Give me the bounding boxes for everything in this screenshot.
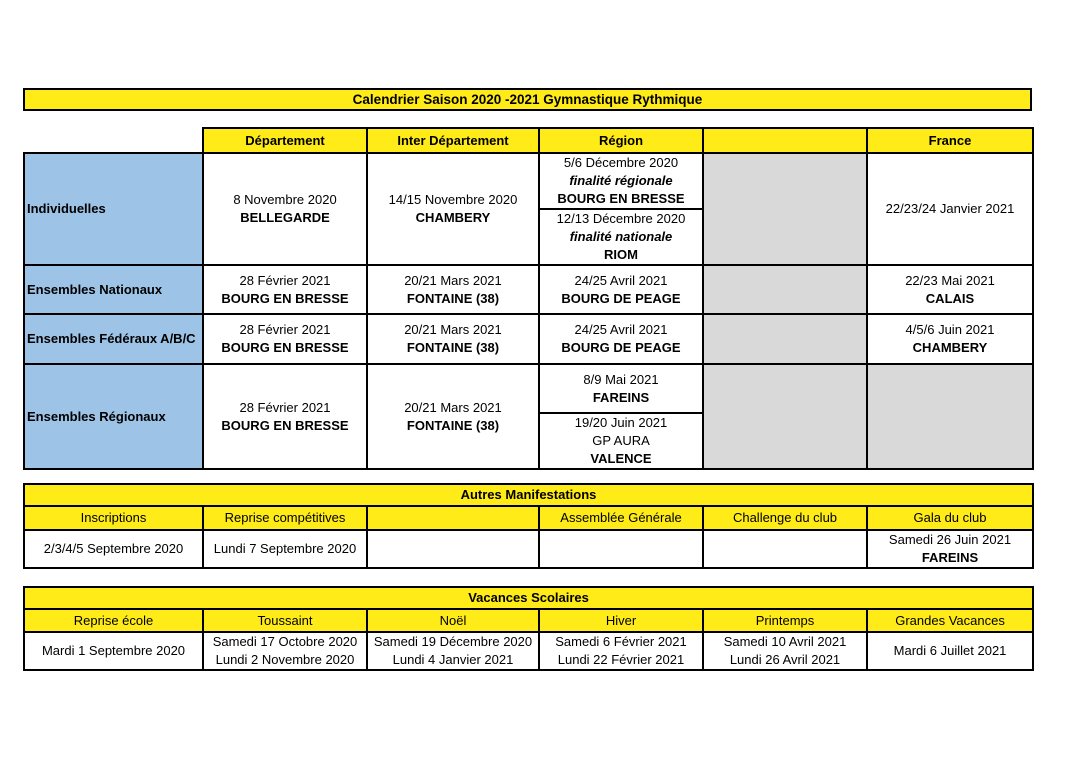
- row-ensembles-nationaux: [24, 265, 1033, 314]
- header-toussaint: Toussaint: [203, 609, 367, 632]
- place-text: BELLEGARDE: [240, 210, 330, 225]
- cell-nationaux-empty: [703, 265, 867, 314]
- place-text: FONTAINE (38): [406, 290, 500, 306]
- cell-nationaux-region: [539, 265, 703, 314]
- place-text: BOURG EN BRESSE: [221, 417, 349, 433]
- autres-data-row: [24, 530, 1033, 568]
- event-text: GP AURA: [592, 433, 650, 448]
- region-subcell-valence: [540, 413, 702, 468]
- place-text: CHAMBERY: [415, 210, 491, 225]
- place-text: FAREINS: [921, 550, 979, 565]
- autres-title-row: [24, 484, 1033, 506]
- end-date-text: Lundi 22 Février 2021: [557, 652, 685, 667]
- cell-gala-du-club: [867, 530, 1033, 568]
- cell-inscriptions: [24, 530, 203, 568]
- start-date-text: Samedi 17 Octobre 2020: [212, 634, 358, 649]
- vacances-title: Vacances Scolaires: [24, 587, 1033, 609]
- cell-empty-1: [367, 530, 539, 568]
- autres-header-row: [24, 506, 1033, 530]
- date-text: 8/9 Mai 2021: [583, 371, 659, 387]
- cell-nationaux-inter: [367, 265, 539, 314]
- date-text: 14/15 Novembre 2020: [388, 192, 518, 207]
- cell-regionaux-departement: [203, 364, 367, 469]
- note-text: finalité régionale: [569, 173, 673, 188]
- place-text: RIOM: [604, 247, 638, 262]
- date-text: Samedi 26 Juin 2021: [888, 532, 1012, 547]
- cell-federaux-departement: [203, 314, 367, 364]
- header-reprise-competitives: Reprise compétitives: [203, 506, 367, 530]
- header-gala-du-club: Gala du club: [867, 506, 1033, 530]
- place-text: CHAMBERY: [912, 340, 988, 355]
- date-text: 22/23/24 Janvier 2021: [885, 201, 1015, 216]
- date-text: 19/20 Juin 2021: [574, 415, 668, 430]
- place-text: BOURG DE PEAGE: [561, 290, 681, 306]
- start-date-text: Samedi 10 Avril 2021: [723, 634, 847, 649]
- note-text: finalité nationale: [569, 229, 673, 244]
- place-text: BOURG EN BRESSE: [221, 340, 349, 355]
- header-france: France: [867, 128, 1033, 153]
- place-text: FONTAINE (38): [406, 340, 500, 355]
- cell-regionaux-inter: [367, 364, 539, 469]
- date-text: 28 Février 2021: [239, 322, 331, 337]
- region-subcell-fareins: [540, 365, 702, 413]
- cell-hiver: [539, 632, 703, 670]
- row-ensembles-regionaux: [24, 364, 1033, 469]
- competition-calendar-table: [23, 127, 1034, 470]
- cell-assemblee-generale: [539, 530, 703, 568]
- vacances-scolaires-table: [23, 586, 1034, 671]
- place-text: FAREINS: [592, 389, 650, 405]
- cell-individuelles-departement: [203, 153, 367, 265]
- cell-federaux-inter: [367, 314, 539, 364]
- cell-nationaux-france: [867, 265, 1033, 314]
- header-noel: Noël: [367, 609, 539, 632]
- cell-regionaux-france: [867, 364, 1033, 469]
- end-date-text: Lundi 26 Avril 2021: [729, 652, 841, 667]
- header-region: Région: [539, 128, 703, 153]
- date-text: 28 Février 2021: [239, 399, 331, 415]
- header-challenge-du-club: Challenge du club: [703, 506, 867, 530]
- date-text: 4/5/6 Juin 2021: [905, 322, 995, 337]
- cell-challenge-du-club: [703, 530, 867, 568]
- place-text: BOURG DE PEAGE: [561, 340, 681, 355]
- place-text: BOURG EN BRESSE: [557, 191, 685, 206]
- row-label-individuelles: Individuelles: [24, 153, 203, 265]
- start-date-text: Samedi 6 Février 2021: [555, 634, 687, 649]
- region-subcell-nationale: [540, 209, 702, 264]
- header-empty-corner: [24, 128, 203, 153]
- row-label-ensembles-federaux: Ensembles Fédéraux A/B/C: [24, 314, 203, 364]
- cell-federaux-empty: [703, 314, 867, 364]
- date-text: 22/23 Mai 2021: [905, 272, 995, 288]
- header-assemblee-generale: Assemblée Générale: [539, 506, 703, 530]
- cell-noel: [367, 632, 539, 670]
- header-departement: Département: [203, 128, 367, 153]
- cell-individuelles-empty: [703, 153, 867, 265]
- cell-federaux-france: [867, 314, 1033, 364]
- competition-header-row: [24, 128, 1033, 153]
- row-individuelles: [24, 153, 1033, 265]
- date-text: 20/21 Mars 2021: [404, 272, 502, 288]
- cell-printemps: [703, 632, 867, 670]
- date-text: 5/6 Décembre 2020: [563, 155, 679, 170]
- row-label-ensembles-nationaux: Ensembles Nationaux: [24, 265, 203, 314]
- row-label-ensembles-regionaux: Ensembles Régionaux: [24, 364, 203, 469]
- cell-individuelles-france: [867, 153, 1033, 265]
- cell-toussaint: [203, 632, 367, 670]
- date-text: Mardi 6 Juillet 2021: [893, 643, 1007, 658]
- header-grandes-vacances: Grandes Vacances: [867, 609, 1033, 632]
- date-text: 12/13 Décembre 2020: [556, 211, 686, 226]
- autres-manifestations-table: [23, 483, 1034, 569]
- date-text: 2/3/4/5 Septembre 2020: [43, 541, 184, 556]
- cell-reprise-competitives: [203, 530, 367, 568]
- end-date-text: Lundi 2 Novembre 2020: [215, 652, 355, 667]
- vacances-title-row: [24, 587, 1033, 609]
- place-text: VALENCE: [590, 451, 652, 466]
- date-text: 20/21 Mars 2021: [404, 322, 502, 337]
- date-text: 28 Février 2021: [239, 272, 331, 288]
- header-empty: [367, 506, 539, 530]
- cell-individuelles-inter: [367, 153, 539, 265]
- page-title: Calendrier Saison 2020 -2021 Gymnastique Rythmique: [23, 88, 1032, 111]
- date-text: Lundi 7 Septembre 2020: [213, 541, 357, 556]
- place-text: BOURG EN BRESSE: [221, 290, 349, 306]
- date-text: 24/25 Avril 2021: [574, 322, 668, 337]
- autres-title: Autres Manifestations: [24, 484, 1033, 506]
- header-empty: [703, 128, 867, 153]
- date-text: 24/25 Avril 2021: [574, 272, 668, 288]
- region-subcells: [540, 154, 702, 264]
- region-subcells: [540, 365, 702, 468]
- vacances-header-row: [24, 609, 1033, 632]
- header-inscriptions: Inscriptions: [24, 506, 203, 530]
- cell-regionaux-empty: [703, 364, 867, 469]
- header-printemps: Printemps: [703, 609, 867, 632]
- cell-individuelles-region: [539, 153, 703, 265]
- date-text: 8 Novembre 2020: [233, 192, 337, 207]
- place-text: CALAIS: [925, 290, 975, 306]
- start-date-text: Samedi 19 Décembre 2020: [373, 634, 533, 649]
- date-text: 20/21 Mars 2021: [404, 399, 502, 415]
- cell-reprise-ecole: [24, 632, 203, 670]
- region-subcell-regionale: [540, 154, 702, 209]
- vacances-data-row: [24, 632, 1033, 670]
- header-inter-departement: Inter Département: [367, 128, 539, 153]
- header-hiver: Hiver: [539, 609, 703, 632]
- cell-nationaux-departement: [203, 265, 367, 314]
- header-reprise-ecole: Reprise école: [24, 609, 203, 632]
- cell-grandes-vacances: [867, 632, 1033, 670]
- place-text: FONTAINE (38): [406, 417, 500, 433]
- cell-federaux-region: [539, 314, 703, 364]
- row-ensembles-federaux: [24, 314, 1033, 364]
- cell-regionaux-region: [539, 364, 703, 469]
- date-text: Mardi 1 Septembre 2020: [41, 643, 186, 658]
- end-date-text: Lundi 4 Janvier 2021: [392, 652, 514, 667]
